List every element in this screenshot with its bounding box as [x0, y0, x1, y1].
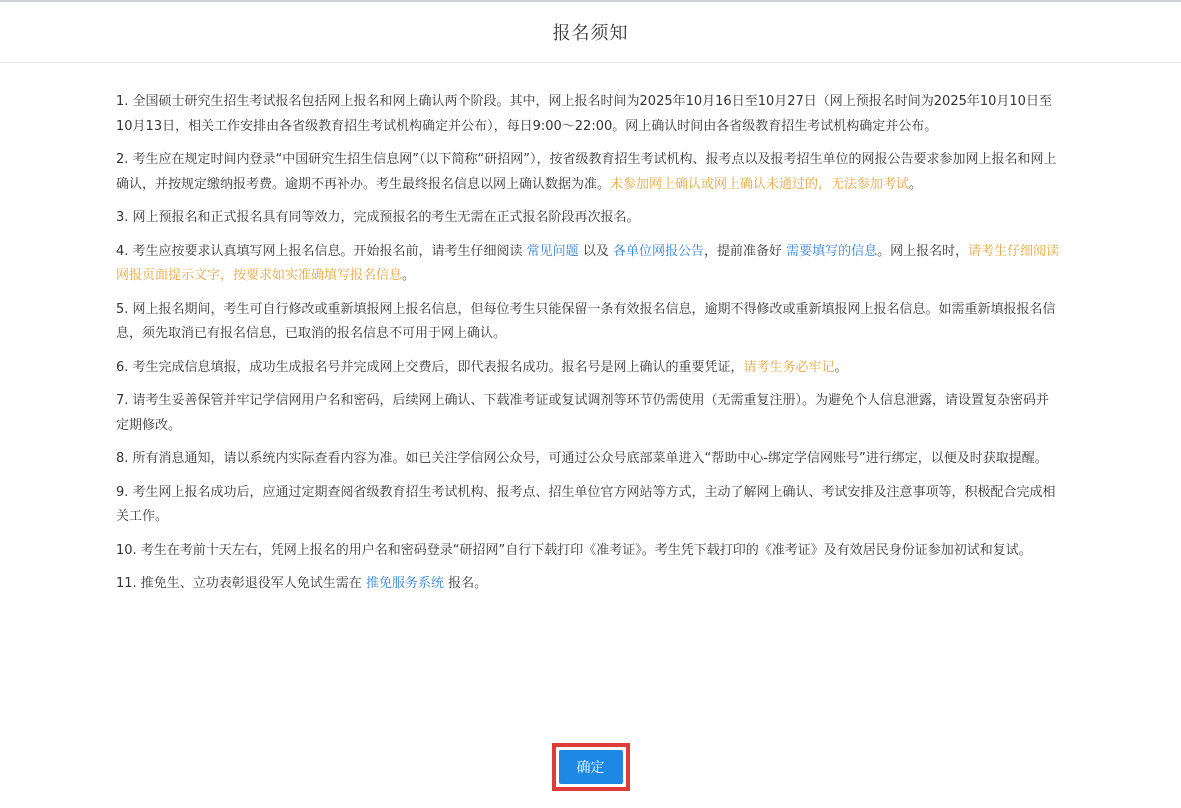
warning-text: 请考生仔细阅读网报页面提示文字，按要求如实准确填写报名信息: [116, 243, 1060, 283]
warning-text: 请考生务必牢记: [743, 359, 835, 375]
dialog-title: 报名须知: [552, 23, 629, 44]
notice-item-10: [116, 539, 1062, 564]
notice-item-11: [116, 572, 1062, 597]
notice-text: 5. 网上报名期间，考生可自行修改或重新填报网上报名信息，但每位考生只能保留一条有效报名信息，逾期不得修改或重新填报网上报名信息。如需重新填报报名信息，须先取消已有报名信息，已取消的报名信息不可用于网上确认。: [116, 301, 1056, 341]
faq-link[interactable]: 常见问题: [526, 243, 579, 259]
notice-item-4: [116, 240, 1062, 289]
notice-text: ，提前准备好: [703, 243, 787, 259]
dialog-footer: [0, 740, 1181, 794]
notice-text: 11. 推免生、立功表彰退役军人免试生需在: [116, 576, 366, 591]
notice-text: 7. 请考生妥善保管并牢记学信网用户名和密码，后续网上确认、下载准考证或复试调剂等环节仍需使用（无需重复注册）。为避免个人信息泄露，请设置复杂密码并定期修改。: [116, 393, 1050, 433]
notice-item-1: [116, 90, 1062, 139]
dialog-header: [0, 2, 1181, 63]
unit-announcement-link[interactable]: 各单位网报公告: [612, 243, 704, 259]
notice-text: 以及: [578, 243, 613, 259]
notice-item-3: [116, 206, 1062, 231]
notice-text: 。网上报名时，: [877, 243, 969, 259]
notice-text: 3. 网上预报名和正式报名具有同等效力，完成预报名的考生无需在正式报名阶段再次报名。: [116, 210, 640, 225]
notice-item-2: [116, 148, 1062, 197]
notice-text: 。: [402, 268, 416, 283]
notice-item-8: [116, 447, 1062, 472]
confirm-button[interactable]: 确定: [559, 750, 623, 784]
required-info-link[interactable]: 需要填写的信息: [786, 243, 878, 259]
notice-item-6: [116, 356, 1062, 381]
notice-text: 。: [909, 176, 923, 192]
notice-text: 4. 考生应按要求认真填写网上报名信息。开始报名前，请考生仔细阅读: [116, 243, 527, 259]
notice-text: 2. 考生应在规定时间内登录“中国研究生招生信息网”（以下简称“研招网”），按省级教育招生考试机构、报考点以及报考招生单位的网报公告要求参加网上报名和网上确认，并按规定缴纳报考费。逾期不再补办。考生最终报名信息以网上确认数据为准。: [116, 152, 1057, 192]
notice-text: 10. 考生在考前十天左右，凭网上报名的用户名和密码登录“研招网”自行下载打印《准考证》。考生凭下载打印的《准考证》及有效居民身份证参加初试和复试。: [116, 542, 1032, 558]
notice-text: 6. 考生完成信息填报，成功生成报名号并完成网上交费后，即代表报名成功。报名号是网上确认的重要凭证，: [116, 359, 744, 375]
notice-item-7: [116, 389, 1062, 438]
notice-text: 8. 所有消息通知，请以系统内实际查看内容为准。如已关注学信网公众号，可通过公众号底部菜单进入“帮助中心-绑定学信网账号”进行绑定，以便及时获取提醒。: [116, 451, 1048, 466]
highlight-frame: [552, 743, 630, 791]
notice-item-9: [116, 481, 1062, 530]
notice-item-5: [116, 298, 1062, 347]
warning-text: 未参加网上确认或网上确认未通过的，无法参加考试: [610, 176, 910, 192]
recommendation-system-link[interactable]: 推免服务系统: [365, 576, 444, 591]
notice-text: 。: [834, 359, 848, 375]
notice-text: 1. 全国硕士研究生招生考试报名包括网上报名和网上确认两个阶段。其中，网上报名时间为2025年10月16日至10月27日（网上预报名时间为2025年10月10日至10月13日，相关工作安排由各省级教育招生考试机构确定并公布），每日9:00～22:00。网上确认时间由各省级教育招生考试机构确定并公布。: [116, 94, 1052, 134]
notice-list: [116, 90, 1062, 606]
notice-text: 9. 考生网上报名成功后，应通过定期查阅省级教育招生考试机构、报考点、招生单位官方网站等方式，主动了解网上确认、考试安排及注意事项等，积极配合完成相关工作。: [116, 484, 1056, 524]
notice-text: 报名。: [443, 576, 488, 591]
